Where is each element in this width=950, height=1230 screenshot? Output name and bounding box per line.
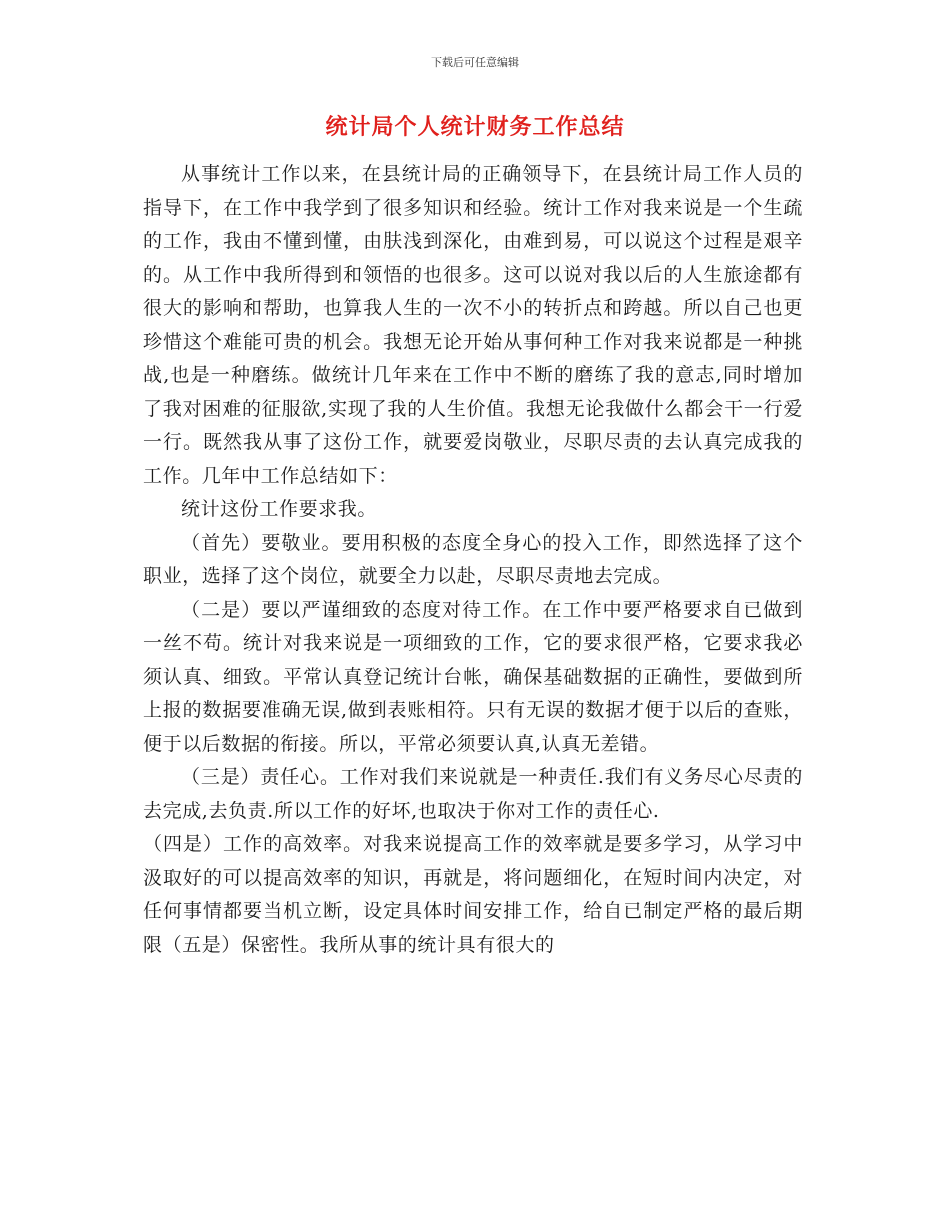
document-body xyxy=(143,158,803,962)
page-header: 下载后可任意编辑 xyxy=(431,56,519,69)
document-title: 统计局个人统计财务工作总结 xyxy=(325,115,625,140)
paragraph-second: （二是）要以严谨细致的态度对待工作。在工作中要严格要求自已做到一丝不苟。统计对我来说是一项细致的工作，它的要求很严格，它要求我必须认真、细致。平常认真登记统计台帐，确保基础数据的正确性，要做到所上报的数据要准确无误,做到表账相符。只有无误的数据才便于以后的查账，便于以后数据的衔接。所以，平常必须要认真,认真无差错。 xyxy=(143,598,803,755)
paragraph-fourth: （四是）工作的高效率。对我来说提高工作的效率就是要多学习，从学习中汲取好的可以提高效率的知识，再就是，将问题细化，在短时间内决定，对任何事情都要当机立断，设定具体时间安排工作，给自已制定严格的最后期限（五是）保密性。我所从事的统计具有很大的 xyxy=(143,833,803,956)
paragraph-third: （三是）责任心。工作对我们来说就是一种责任.我们有义务尽心尽责的去完成,去负责.所以工作的好坏,也取决于你对工作的责任心. xyxy=(143,766,803,822)
paragraph-requirements: 统计这份工作要求我。 xyxy=(181,498,378,520)
paragraph-first: （首先）要敬业。要用积极的态度全身心的投入工作，即然选择了这个职业，选择了这个岗位，就要全力以赴，尽职尽责地去完成。 xyxy=(143,531,803,587)
paragraph-intro: 从事统计工作以来，在县统计局的正确领导下，在县统计局工作人员的指导下，在工作中我学到了很多知识和经验。统计工作对我来说是一个生疏的工作，我由不懂到懂，由肤浅到深化，由难到易，可以说这个过程是艰辛的。从工作中我所得到和领悟的也很多。这可以说对我以后的人生旅途都有很大的影响和帮助，也算我人生的一次不小的转折点和跨越。所以自己也更珍惜这个难能可贵的机会。我想无论开始从事何种工作对我来说都是一种挑战,也是一种磨练。做统计几年来在工作中不断的磨练了我的意志,同时增加了我对困难的征服欲,实现了我的人生价值。我想无论我做什么都会干一行爱一行。既然我从事了这份工作，就要爱岗敬业，尽职尽责的去认真完成我的工作。几年中工作总结如下： xyxy=(143,163,803,487)
